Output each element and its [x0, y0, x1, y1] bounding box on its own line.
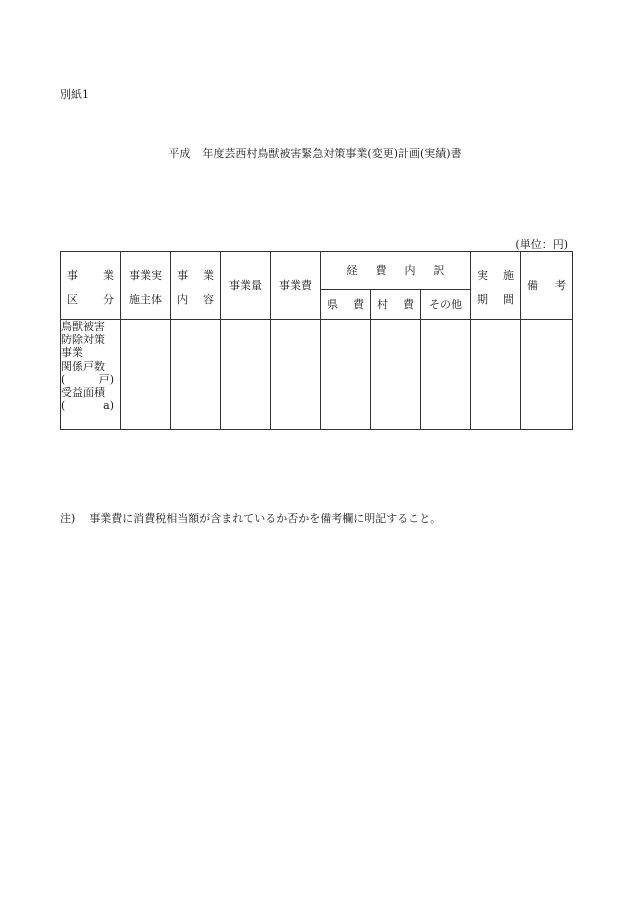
header-prefecture-cost: 県 費: [321, 290, 371, 320]
attachment-label: 別紙1: [60, 88, 89, 101]
prefecture-cost-cell[interactable]: [321, 320, 371, 430]
footnote: [60, 510, 441, 526]
title-era: 平成: [168, 147, 191, 160]
implementation-period-cell[interactable]: [471, 320, 521, 430]
header-expense-breakdown: 経 費 内 訳: [321, 252, 471, 290]
header-village-cost: 村 費: [371, 290, 421, 320]
title-main: 年度芸西村鳥獣被害緊急対策事業(変更)計画(実績)書: [202, 147, 462, 160]
row-label-cell: 鳥獣被害 防除対策 事業 関係戸数 ( 戸) 受益面積 ( a): [61, 320, 121, 430]
other-cost-cell[interactable]: [421, 320, 471, 430]
table-row: [61, 320, 573, 430]
header-project-volume: 事業量: [221, 252, 271, 320]
footnote-prefix: 注): [60, 512, 76, 525]
village-cost-cell[interactable]: [371, 320, 421, 430]
footnote-text: 事業費に消費税相当額が含まれているか否かを備考欄に明記すること。: [89, 512, 442, 525]
header-project-content: 事 業 内 容: [171, 252, 221, 320]
header-implementing-body: 事業実 施主体: [121, 252, 171, 320]
project-content-cell[interactable]: [171, 320, 221, 430]
document-title: [0, 145, 630, 161]
project-cost-cell[interactable]: [271, 320, 321, 430]
plan-table: [60, 251, 573, 430]
header-implementation-period: 実 施 期 間: [471, 252, 521, 320]
implementing-body-cell[interactable]: [121, 320, 171, 430]
header-project-category: 事 業 区 分: [61, 252, 121, 320]
project-volume-cell[interactable]: [221, 320, 271, 430]
remarks-cell[interactable]: [521, 320, 573, 430]
unit-label: (単位：円): [515, 238, 568, 251]
header-remarks: 備 考: [521, 252, 573, 320]
header-project-cost: 事業費: [271, 252, 321, 320]
header-other-cost: その他: [421, 290, 471, 320]
